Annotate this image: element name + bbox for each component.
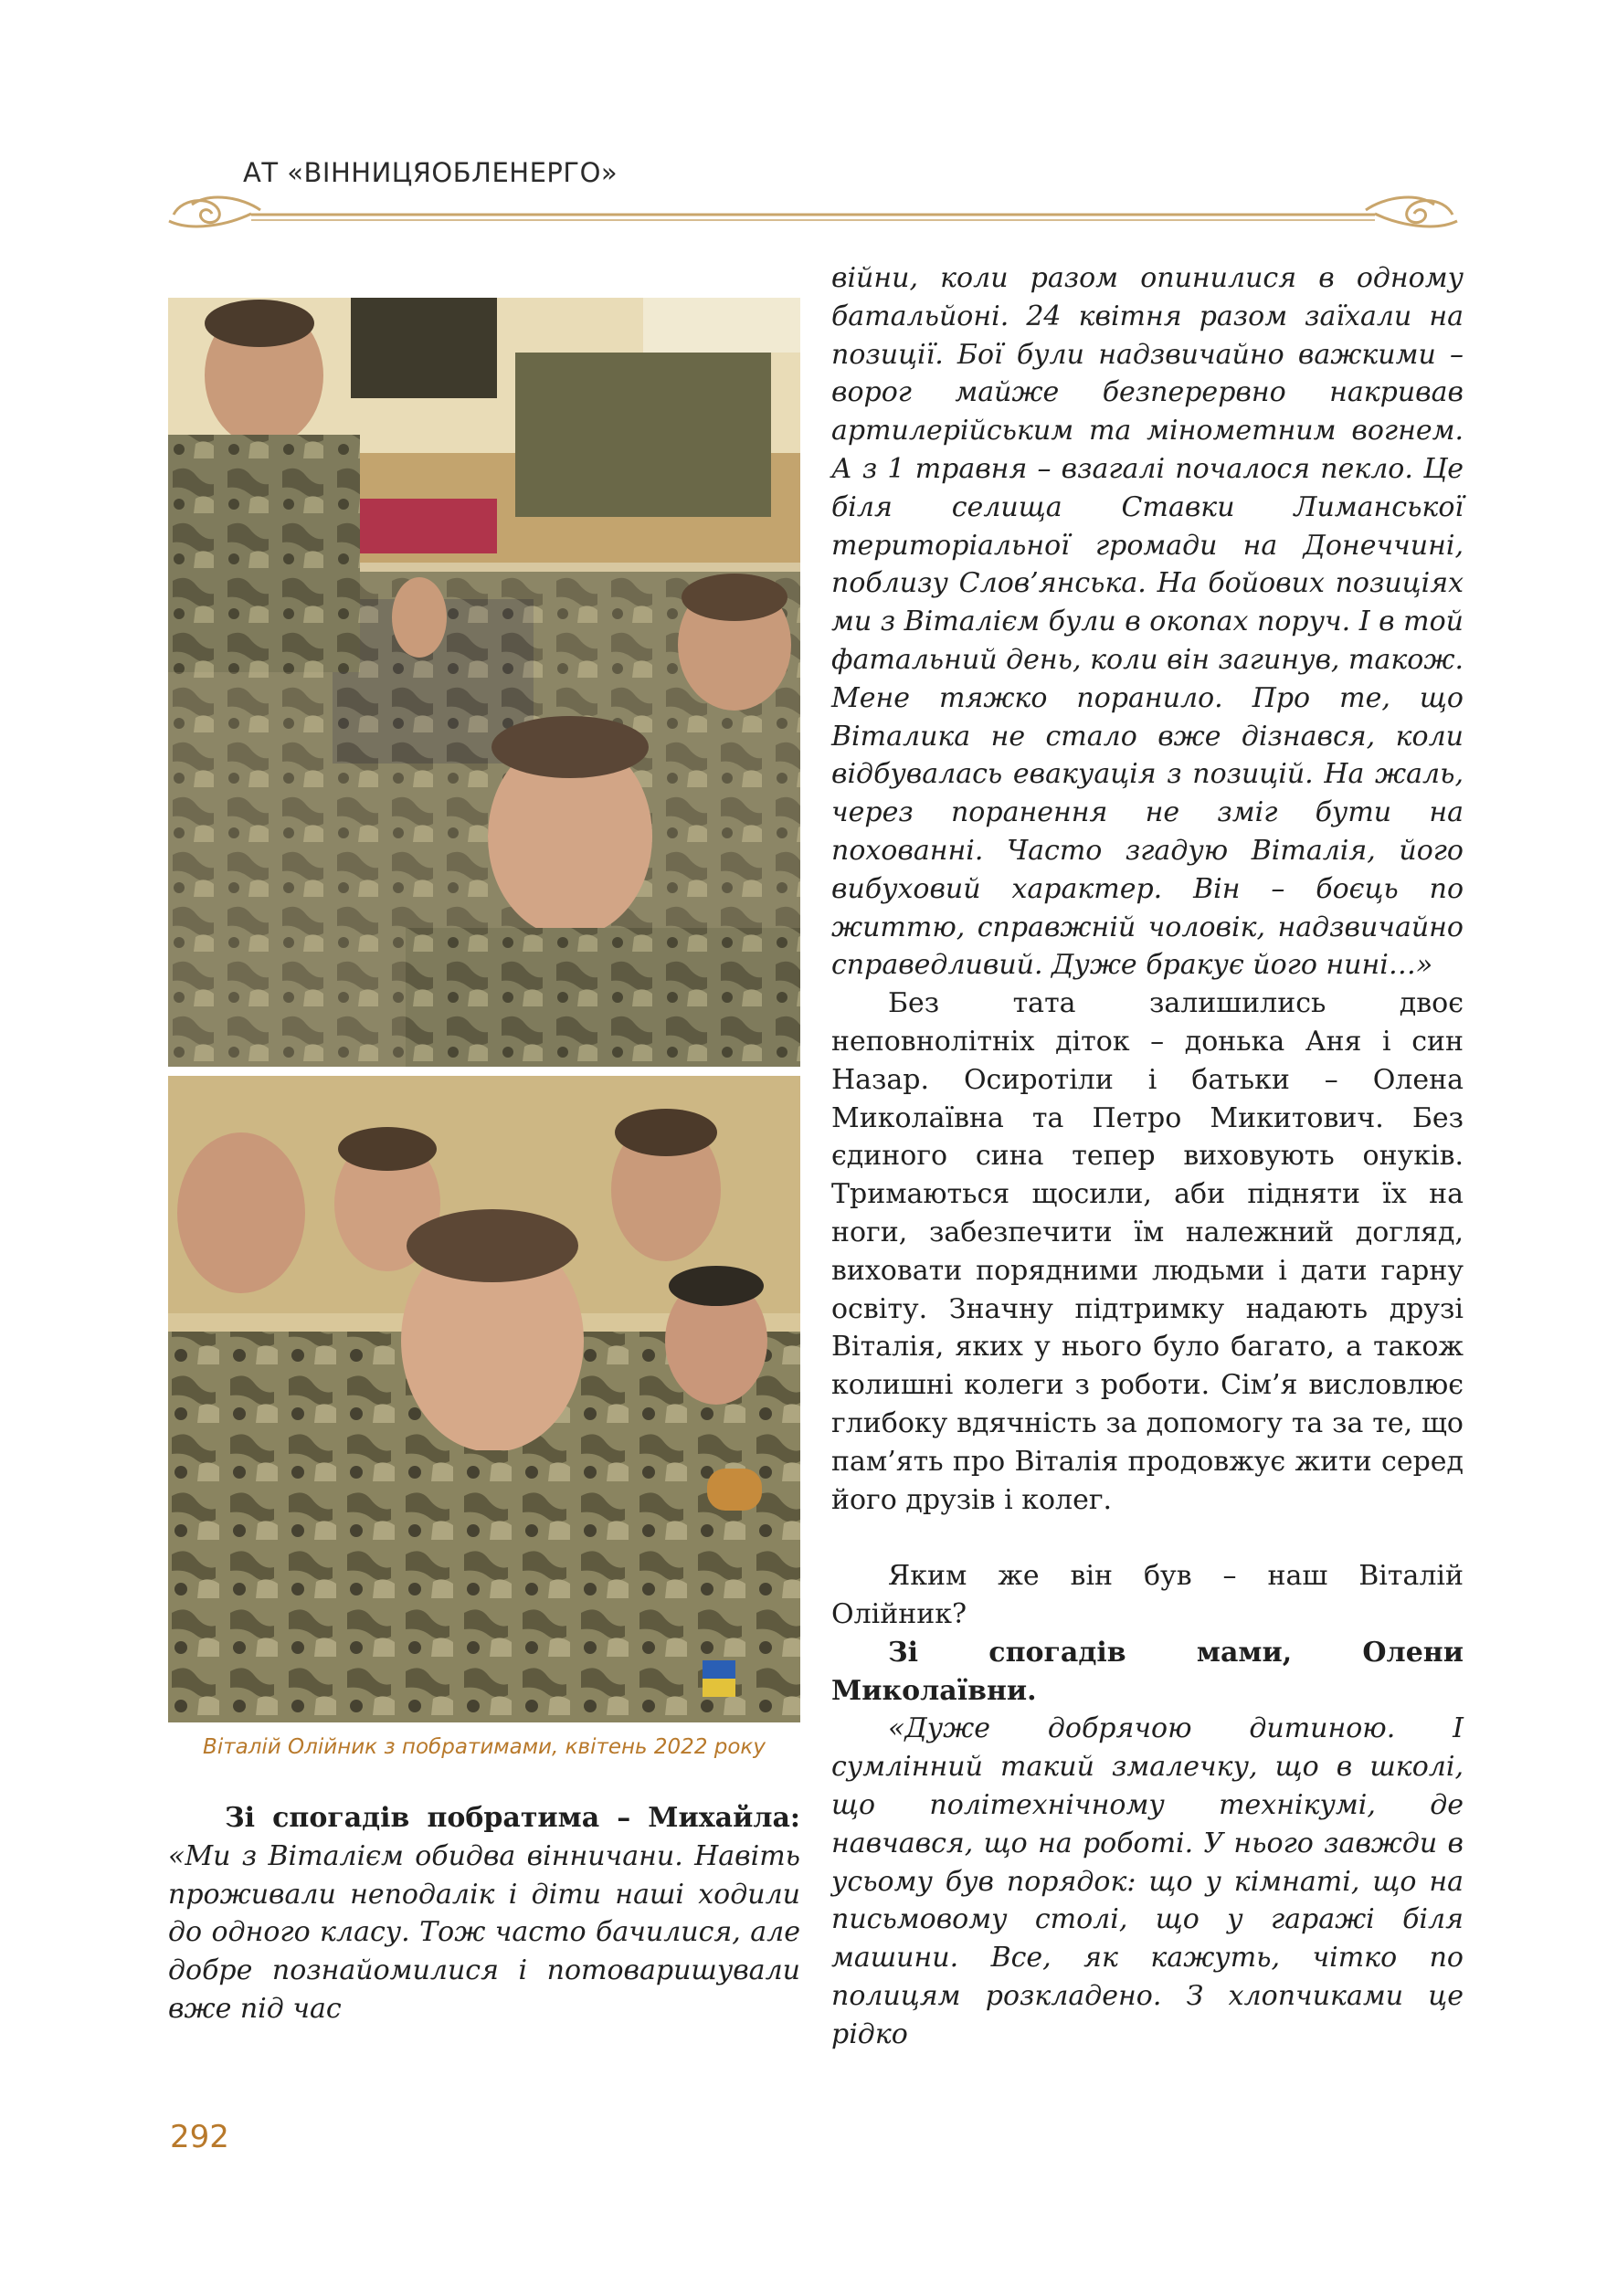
comrade-quote-start: «Ми з Віталієм обидва вінничани. Навіть проживали неподалік і діти наші ходили до одного класу. Тож часто бачилися, але добре познайомилися і потоваришували вже під час	[168, 1839, 800, 2025]
page-number: 292	[170, 2119, 229, 2155]
comrade-quote-continuation: війни, коли разом опинилися в одному батальйоні. 24 квітня разом заїхали на позиції. Бої були надзвичайно важкими – ворог майже безперервно накривав артилерійським та мінометним вогнем. А з 1 травня – взагалі почалося пекло. Це біля селища Ставки Лиманської територіальної громади на Донеччині, поблизу Слов’янська. На бойових позиціях ми з Віталієм були в окопах поруч. І в той фатальний день, коли він загинув, також. Мене тяжко поранило. Про те, що Віталика не стало вже дізнався, коли відбувалась евакуація з позицій. На жаль, через поранення не зміг бути на похованні. Часто згадую Віталія, його вибуховий характер. Він – боєць по життю, справжній чоловік, надзвичайно справедливий. Дуже бракує його нині…»	[831, 262, 1464, 982]
comrade-recollection	[168, 1799, 800, 2028]
left-column	[168, 298, 800, 2028]
photo-soldiers-indoor-image	[168, 298, 800, 1067]
comrade-recollection-heading: Зі спогадів побратима – Михайла:	[225, 1802, 800, 1834]
ornamental-rule-icon	[164, 192, 1462, 237]
photo-soldiers-group	[168, 1076, 800, 1722]
family-paragraph: Без тата залишились двоє неповнолітніх діток – донька Аня і син Назар. Осиротіли і батьки – Олена Миколаївна та Петро Микитович. Без єдиного сина тепер виховують онуків. Тримаються щосили, аби підняти їх на ноги, забезпечити їм належний догляд, виховати порядними людьми і дати гарну освіту. Значну підтримку надають друзі Віталія, яких у нього було багато, а також колишні колеги з роботи. Сім’я висловлює глибоку вдячність за допомогу та за те, що пам’ять про Віталія продовжує жити серед його друзів і колег.	[831, 987, 1464, 1516]
running-header-title: АТ «ВІННИЦЯОБЛЕНЕРГО»	[243, 157, 618, 188]
right-column	[831, 259, 1464, 2054]
photo-caption: Віталій Олійник з побратимами, квітень 2022 року	[203, 1735, 766, 1759]
mother-recollection-heading: Зі спогадів мами, Олени Миколаївни.	[831, 1636, 1464, 1707]
photo-soldiers-indoor	[168, 298, 800, 1067]
paragraph-gap	[831, 1519, 1464, 1557]
running-header	[164, 137, 1462, 228]
question-paragraph: Яким же він був – наш Віталій Олійник?	[831, 1560, 1464, 1631]
photo-soldiers-group-image	[168, 1076, 800, 1722]
mother-quote: «Дуже добрячою дитиною. І сумлінний такий змалечку, що в школі, що політехнічному технікумі, де навчався, що на роботі. У нього завжди в усьому був порядок: що у кімнаті, що на письмовому столі, що у гаражі біля машини. Все, як кажуть, чітко по полицям розкладено. З хлопчиками це рідко	[831, 1712, 1464, 2050]
